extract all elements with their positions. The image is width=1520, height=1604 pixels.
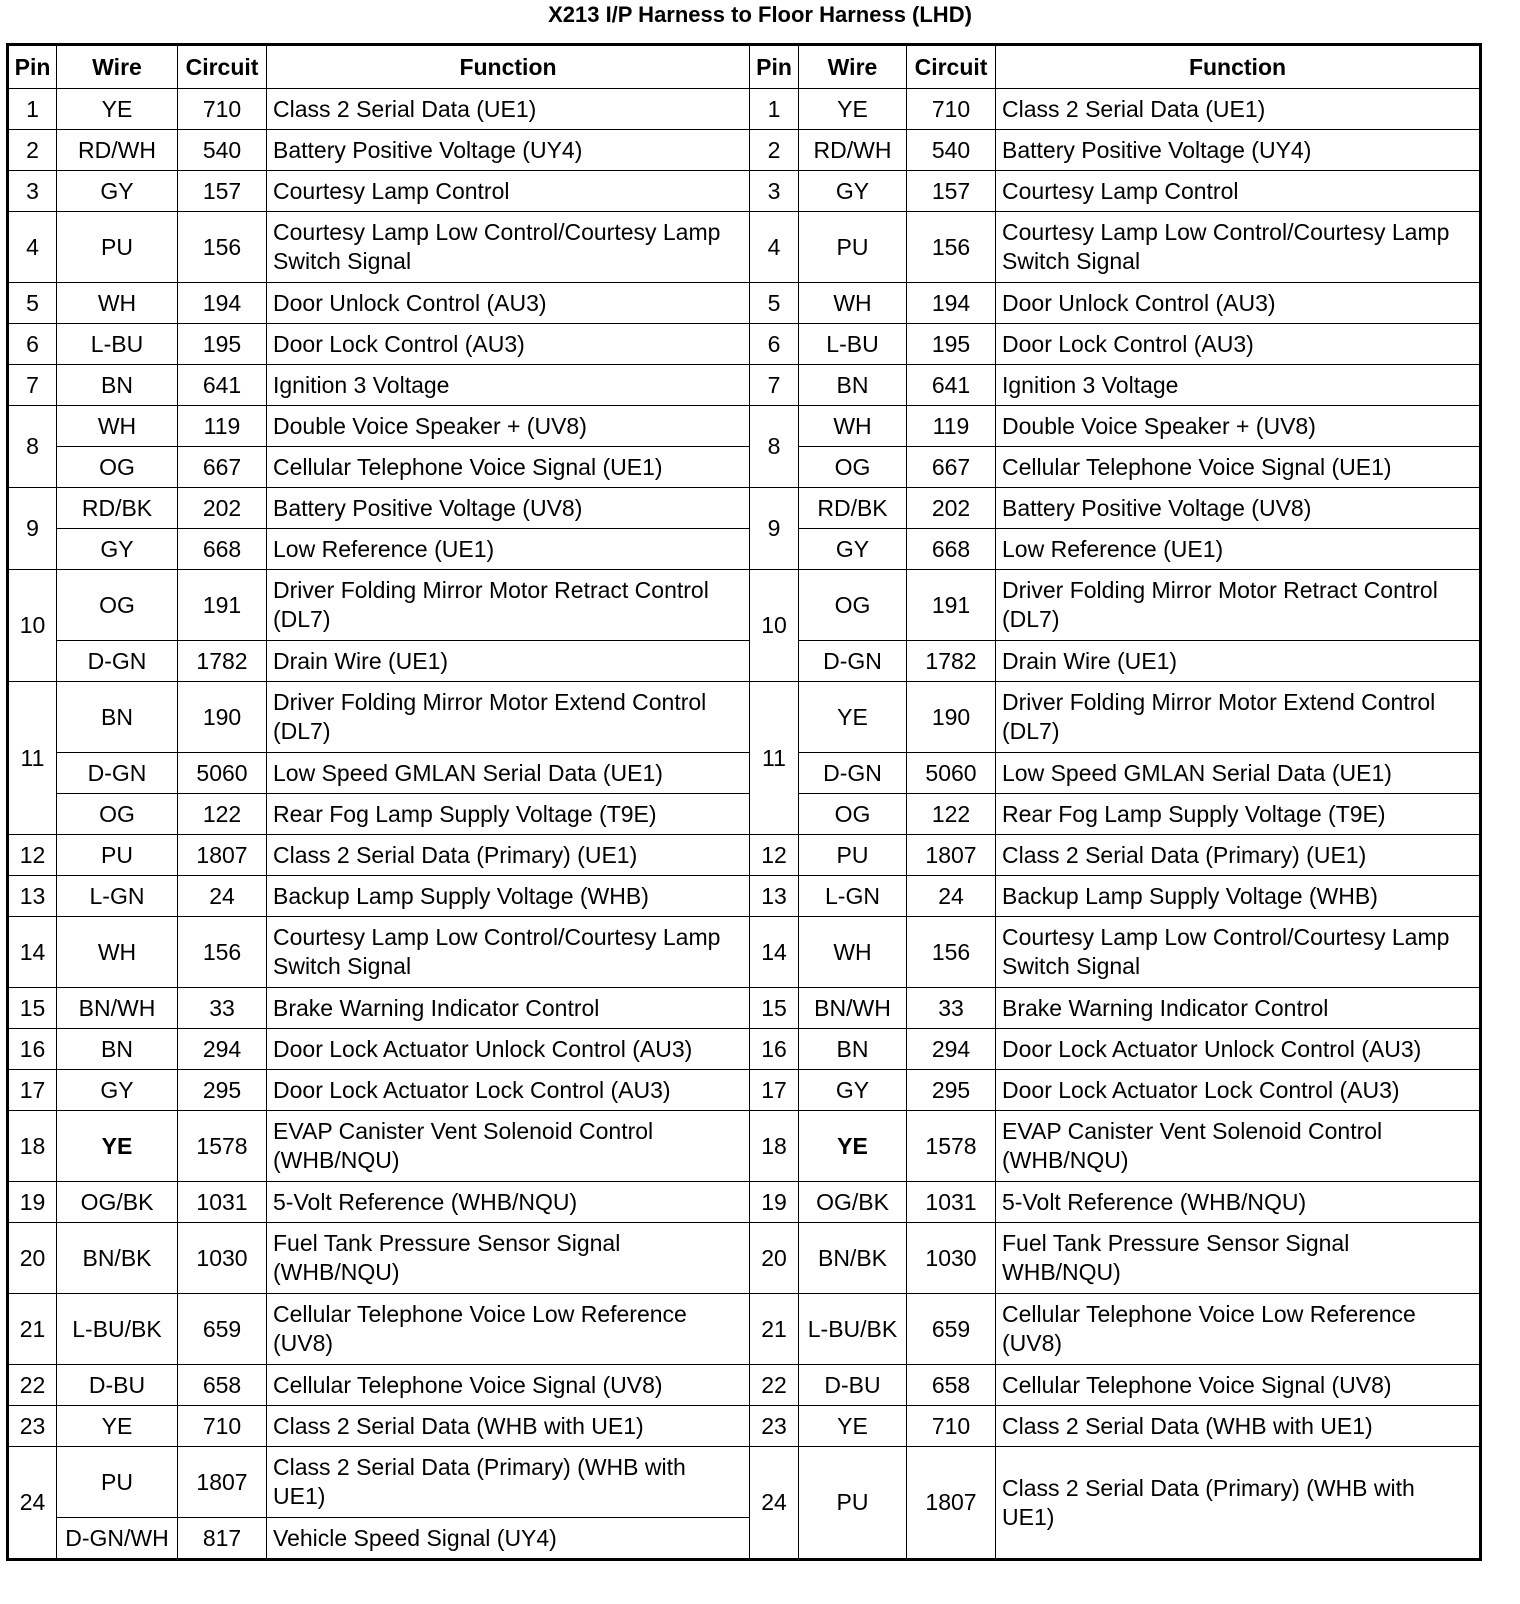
pin-cell: 12 (750, 835, 799, 876)
wire-cell: YE (799, 682, 907, 753)
wire-cell: RD/WH (799, 130, 907, 171)
table-row (8, 1365, 1481, 1406)
circuit-cell: 202 (907, 488, 996, 529)
function-cell: Class 2 Serial Data (Primary) (WHB with UE1) (267, 1447, 750, 1518)
function-cell: Courtesy Lamp Low Control/Courtesy Lamp Switch Signal (267, 917, 750, 988)
wire-cell: WH (799, 283, 907, 324)
wire-cell: BN/BK (799, 1223, 907, 1294)
circuit-cell: 194 (907, 283, 996, 324)
circuit-cell: 33 (178, 988, 267, 1029)
wire-cell: L-BU/BK (799, 1294, 907, 1365)
pin-cell: 7 (8, 365, 57, 406)
wire-cell: OG (799, 570, 907, 641)
circuit-cell: 156 (178, 917, 267, 988)
function-cell: Cellular Telephone Voice Low Reference (UV8) (996, 1294, 1481, 1365)
function-cell: Courtesy Lamp Low Control/Courtesy Lamp Switch Signal (996, 917, 1481, 988)
circuit-cell: 1807 (907, 1447, 996, 1560)
function-cell: Battery Positive Voltage (UY4) (267, 130, 750, 171)
pin-cell: 13 (8, 876, 57, 917)
function-cell: Class 2 Serial Data (UE1) (267, 89, 750, 130)
wire-cell: RD/BK (57, 488, 178, 529)
pin-cell: 3 (8, 171, 57, 212)
wire-cell: BN (799, 1029, 907, 1070)
pin-cell: 14 (8, 917, 57, 988)
wire-cell: YE (57, 1111, 178, 1182)
function-cell: Courtesy Lamp Low Control/Courtesy Lamp Switch Signal (996, 212, 1481, 283)
circuit-cell: 1031 (178, 1182, 267, 1223)
wire-cell: YE (799, 1406, 907, 1447)
circuit-cell: 191 (178, 570, 267, 641)
pin-cell: 9 (750, 488, 799, 570)
wire-cell: BN (57, 365, 178, 406)
function-cell: Class 2 Serial Data (UE1) (996, 89, 1481, 130)
function-cell: Low Speed GMLAN Serial Data (UE1) (996, 753, 1481, 794)
pin-cell: 12 (8, 835, 57, 876)
pin-cell: 6 (8, 324, 57, 365)
table-row (8, 1223, 1481, 1294)
table-row (8, 283, 1481, 324)
function-cell: Ignition 3 Voltage (996, 365, 1481, 406)
pin-cell: 19 (8, 1182, 57, 1223)
header-wire-left: Wire (57, 45, 178, 89)
function-cell: EVAP Canister Vent Solenoid Control (WHB/NQU) (267, 1111, 750, 1182)
function-cell: Rear Fog Lamp Supply Voltage (T9E) (267, 794, 750, 835)
wire-cell: WH (57, 917, 178, 988)
circuit-cell: 1030 (178, 1223, 267, 1294)
circuit-cell: 1782 (907, 641, 996, 682)
table-row (8, 835, 1481, 876)
pin-cell: 20 (8, 1223, 57, 1294)
table-row (8, 917, 1481, 988)
wire-cell: YE (57, 1406, 178, 1447)
pin-cell: 19 (750, 1182, 799, 1223)
circuit-cell: 1578 (178, 1111, 267, 1182)
header-function-right: Function (996, 45, 1481, 89)
pin-cell: 2 (8, 130, 57, 171)
table-row (8, 89, 1481, 130)
table-row (8, 570, 1481, 641)
pin-cell: 18 (8, 1111, 57, 1182)
wire-cell: BN (799, 365, 907, 406)
wire-cell: PU (799, 835, 907, 876)
circuit-cell: 817 (178, 1518, 267, 1560)
circuit-cell: 1031 (907, 1182, 996, 1223)
pin-cell: 20 (750, 1223, 799, 1294)
table-row (8, 1182, 1481, 1223)
function-cell: Door Lock Actuator Lock Control (AU3) (996, 1070, 1481, 1111)
function-cell: Class 2 Serial Data (Primary) (WHB with UE1) (996, 1447, 1481, 1560)
pin-table-container (6, 43, 1482, 1561)
circuit-cell: 33 (907, 988, 996, 1029)
circuit-cell: 659 (907, 1294, 996, 1365)
wire-cell: PU (799, 1447, 907, 1560)
circuit-cell: 194 (178, 283, 267, 324)
table-row (8, 1447, 1481, 1518)
wire-cell: OG (57, 447, 178, 488)
wire-cell: BN (57, 1029, 178, 1070)
pin-cell: 7 (750, 365, 799, 406)
circuit-cell: 658 (907, 1365, 996, 1406)
circuit-cell: 157 (907, 171, 996, 212)
wire-cell: YE (799, 89, 907, 130)
wire-cell: GY (57, 1070, 178, 1111)
table-row (8, 1111, 1481, 1182)
function-cell: Drain Wire (UE1) (996, 641, 1481, 682)
circuit-cell: 24 (178, 876, 267, 917)
pin-cell: 9 (8, 488, 57, 570)
pin-cell: 8 (8, 406, 57, 488)
pin-cell: 16 (750, 1029, 799, 1070)
pin-cell: 5 (8, 283, 57, 324)
function-cell: Door Lock Control (AU3) (996, 324, 1481, 365)
circuit-cell: 295 (907, 1070, 996, 1111)
pin-cell: 17 (8, 1070, 57, 1111)
pin-cell: 21 (8, 1294, 57, 1365)
pin-cell: 24 (750, 1447, 799, 1560)
circuit-cell: 710 (907, 1406, 996, 1447)
wire-cell: D-GN (799, 641, 907, 682)
circuit-cell: 5060 (178, 753, 267, 794)
wire-cell: L-BU/BK (57, 1294, 178, 1365)
wire-cell: L-BU (799, 324, 907, 365)
wire-cell: PU (57, 835, 178, 876)
pin-cell: 5 (750, 283, 799, 324)
function-cell: Door Unlock Control (AU3) (267, 283, 750, 324)
table-row (8, 130, 1481, 171)
wire-cell: GY (799, 171, 907, 212)
pin-cell: 17 (750, 1070, 799, 1111)
pin-cell: 22 (750, 1365, 799, 1406)
wire-cell: OG/BK (799, 1182, 907, 1223)
pin-cell: 16 (8, 1029, 57, 1070)
circuit-cell: 710 (907, 89, 996, 130)
pin-cell: 6 (750, 324, 799, 365)
table-row (8, 682, 1481, 753)
pin-cell: 4 (750, 212, 799, 283)
pin-cell: 22 (8, 1365, 57, 1406)
pin-cell: 13 (750, 876, 799, 917)
header-wire-right: Wire (799, 45, 907, 89)
circuit-cell: 24 (907, 876, 996, 917)
function-cell: Driver Folding Mirror Motor Extend Control (DL7) (996, 682, 1481, 753)
circuit-cell: 668 (178, 529, 267, 570)
function-cell: Door Lock Actuator Lock Control (AU3) (267, 1070, 750, 1111)
table-row (8, 212, 1481, 283)
pin-cell: 14 (750, 917, 799, 988)
header-pin-left: Pin (8, 45, 57, 89)
function-cell: Brake Warning Indicator Control (267, 988, 750, 1029)
wire-cell: YE (799, 1111, 907, 1182)
pin-cell: 2 (750, 130, 799, 171)
circuit-cell: 1807 (178, 835, 267, 876)
pin-cell: 11 (8, 682, 57, 835)
circuit-cell: 641 (178, 365, 267, 406)
circuit-cell: 667 (907, 447, 996, 488)
circuit-cell: 294 (907, 1029, 996, 1070)
function-cell: Double Voice Speaker + (UV8) (267, 406, 750, 447)
circuit-cell: 190 (178, 682, 267, 753)
pin-cell: 23 (8, 1406, 57, 1447)
function-cell: Door Lock Actuator Unlock Control (AU3) (996, 1029, 1481, 1070)
wire-cell: PU (799, 212, 907, 283)
circuit-cell: 294 (178, 1029, 267, 1070)
pin-cell: 1 (750, 89, 799, 130)
function-cell: 5-Volt Reference (WHB/NQU) (996, 1182, 1481, 1223)
header-circuit-right: Circuit (907, 45, 996, 89)
header-pin-right: Pin (750, 45, 799, 89)
wire-cell: D-GN (57, 641, 178, 682)
function-cell: Class 2 Serial Data (WHB with UE1) (996, 1406, 1481, 1447)
wire-cell: PU (57, 212, 178, 283)
wire-cell: BN/WH (799, 988, 907, 1029)
circuit-cell: 1807 (907, 835, 996, 876)
wire-cell: PU (57, 1447, 178, 1518)
circuit-cell: 540 (907, 130, 996, 171)
wire-cell: WH (799, 406, 907, 447)
wire-cell: D-BU (57, 1365, 178, 1406)
circuit-cell: 641 (907, 365, 996, 406)
table-row (8, 171, 1481, 212)
pin-cell: 10 (750, 570, 799, 682)
circuit-cell: 156 (178, 212, 267, 283)
wire-cell: OG (799, 447, 907, 488)
circuit-cell: 659 (178, 1294, 267, 1365)
circuit-cell: 122 (907, 794, 996, 835)
circuit-cell: 195 (907, 324, 996, 365)
function-cell: 5-Volt Reference (WHB/NQU) (267, 1182, 750, 1223)
circuit-cell: 122 (178, 794, 267, 835)
wire-cell: YE (57, 89, 178, 130)
wire-cell: L-GN (799, 876, 907, 917)
circuit-cell: 1807 (178, 1447, 267, 1518)
wire-cell: WH (57, 406, 178, 447)
table-row (8, 324, 1481, 365)
function-cell: Driver Folding Mirror Motor Retract Control (DL7) (267, 570, 750, 641)
pin-table (6, 43, 1482, 1561)
wire-cell: OG (799, 794, 907, 835)
pin-cell: 24 (8, 1447, 57, 1560)
circuit-cell: 710 (178, 1406, 267, 1447)
table-row (8, 1406, 1481, 1447)
function-cell: Cellular Telephone Voice Signal (UV8) (996, 1365, 1481, 1406)
table-row (8, 641, 1481, 682)
pin-cell: 15 (750, 988, 799, 1029)
pin-cell: 3 (750, 171, 799, 212)
function-cell: EVAP Canister Vent Solenoid Control (WHB/NQU) (996, 1111, 1481, 1182)
circuit-cell: 156 (907, 212, 996, 283)
header-circuit-left: Circuit (178, 45, 267, 89)
pin-cell: 4 (8, 212, 57, 283)
function-cell: Battery Positive Voltage (UV8) (996, 488, 1481, 529)
table-row (8, 794, 1481, 835)
pin-cell: 10 (8, 570, 57, 682)
table-row (8, 488, 1481, 529)
wire-cell: L-BU (57, 324, 178, 365)
function-cell: Fuel Tank Pressure Sensor Signal WHB/NQU) (996, 1223, 1481, 1294)
wire-cell: RD/WH (57, 130, 178, 171)
function-cell: Fuel Tank Pressure Sensor Signal (WHB/NQU) (267, 1223, 750, 1294)
function-cell: Driver Folding Mirror Motor Extend Control (DL7) (267, 682, 750, 753)
circuit-cell: 667 (178, 447, 267, 488)
function-cell: Low Reference (UE1) (996, 529, 1481, 570)
circuit-cell: 710 (178, 89, 267, 130)
pin-cell: 18 (750, 1111, 799, 1182)
wire-cell: BN (57, 682, 178, 753)
wire-cell: WH (57, 283, 178, 324)
function-cell: Battery Positive Voltage (UV8) (267, 488, 750, 529)
wire-cell: D-GN/WH (57, 1518, 178, 1560)
function-cell: Double Voice Speaker + (UV8) (996, 406, 1481, 447)
header-row (8, 45, 1481, 89)
circuit-cell: 119 (907, 406, 996, 447)
function-cell: Courtesy Lamp Control (996, 171, 1481, 212)
function-cell: Low Speed GMLAN Serial Data (UE1) (267, 753, 750, 794)
circuit-cell: 5060 (907, 753, 996, 794)
function-cell: Door Unlock Control (AU3) (996, 283, 1481, 324)
circuit-cell: 1782 (178, 641, 267, 682)
circuit-cell: 119 (178, 406, 267, 447)
circuit-cell: 668 (907, 529, 996, 570)
wire-cell: D-GN (799, 753, 907, 794)
wire-cell: WH (799, 917, 907, 988)
wire-cell: D-BU (799, 1365, 907, 1406)
function-cell: Cellular Telephone Voice Signal (UV8) (267, 1365, 750, 1406)
circuit-cell: 540 (178, 130, 267, 171)
document-title: X213 I/P Harness to Floor Harness (LHD) (548, 2, 972, 27)
wire-cell: L-GN (57, 876, 178, 917)
function-cell: Cellular Telephone Voice Low Reference (UV8) (267, 1294, 750, 1365)
pin-cell: 11 (750, 682, 799, 835)
pin-table-body (8, 89, 1481, 1560)
function-cell: Backup Lamp Supply Voltage (WHB) (267, 876, 750, 917)
circuit-cell: 1578 (907, 1111, 996, 1182)
function-cell: Driver Folding Mirror Motor Retract Control (DL7) (996, 570, 1481, 641)
function-cell: Class 2 Serial Data (Primary) (UE1) (996, 835, 1481, 876)
function-cell: Backup Lamp Supply Voltage (WHB) (996, 876, 1481, 917)
function-cell: Low Reference (UE1) (267, 529, 750, 570)
table-row (8, 529, 1481, 570)
function-cell: Ignition 3 Voltage (267, 365, 750, 406)
pin-cell: 21 (750, 1294, 799, 1365)
function-cell: Battery Positive Voltage (UY4) (996, 130, 1481, 171)
function-cell: Cellular Telephone Voice Signal (UE1) (267, 447, 750, 488)
table-row (8, 406, 1481, 447)
function-cell: Class 2 Serial Data (WHB with UE1) (267, 1406, 750, 1447)
wire-cell: GY (57, 171, 178, 212)
wire-cell: GY (799, 529, 907, 570)
function-cell: Cellular Telephone Voice Signal (UE1) (996, 447, 1481, 488)
wire-cell: GY (57, 529, 178, 570)
function-cell: Class 2 Serial Data (Primary) (UE1) (267, 835, 750, 876)
table-row (8, 1294, 1481, 1365)
pin-cell: 8 (750, 406, 799, 488)
circuit-cell: 156 (907, 917, 996, 988)
circuit-cell: 658 (178, 1365, 267, 1406)
wire-cell: GY (799, 1070, 907, 1111)
table-row (8, 876, 1481, 917)
function-cell: Courtesy Lamp Control (267, 171, 750, 212)
circuit-cell: 157 (178, 171, 267, 212)
circuit-cell: 190 (907, 682, 996, 753)
function-cell: Door Lock Control (AU3) (267, 324, 750, 365)
function-cell: Brake Warning Indicator Control (996, 988, 1481, 1029)
table-row (8, 447, 1481, 488)
pin-cell: 23 (750, 1406, 799, 1447)
circuit-cell: 295 (178, 1070, 267, 1111)
table-row (8, 1029, 1481, 1070)
circuit-cell: 1030 (907, 1223, 996, 1294)
wire-cell: BN/BK (57, 1223, 178, 1294)
wire-cell: D-GN (57, 753, 178, 794)
table-row (8, 365, 1481, 406)
wire-cell: OG (57, 570, 178, 641)
pin-cell: 1 (8, 89, 57, 130)
function-cell: Drain Wire (UE1) (267, 641, 750, 682)
wire-cell: BN/WH (57, 988, 178, 1029)
pin-cell: 15 (8, 988, 57, 1029)
function-cell: Door Lock Actuator Unlock Control (AU3) (267, 1029, 750, 1070)
header-function-left: Function (267, 45, 750, 89)
function-cell: Rear Fog Lamp Supply Voltage (T9E) (996, 794, 1481, 835)
function-cell: Courtesy Lamp Low Control/Courtesy Lamp Switch Signal (267, 212, 750, 283)
circuit-cell: 195 (178, 324, 267, 365)
table-row (8, 753, 1481, 794)
table-row (8, 1070, 1481, 1111)
circuit-cell: 202 (178, 488, 267, 529)
table-row (8, 988, 1481, 1029)
wire-cell: OG (57, 794, 178, 835)
wire-cell: RD/BK (799, 488, 907, 529)
function-cell: Vehicle Speed Signal (UY4) (267, 1518, 750, 1560)
wire-cell: OG/BK (57, 1182, 178, 1223)
circuit-cell: 191 (907, 570, 996, 641)
